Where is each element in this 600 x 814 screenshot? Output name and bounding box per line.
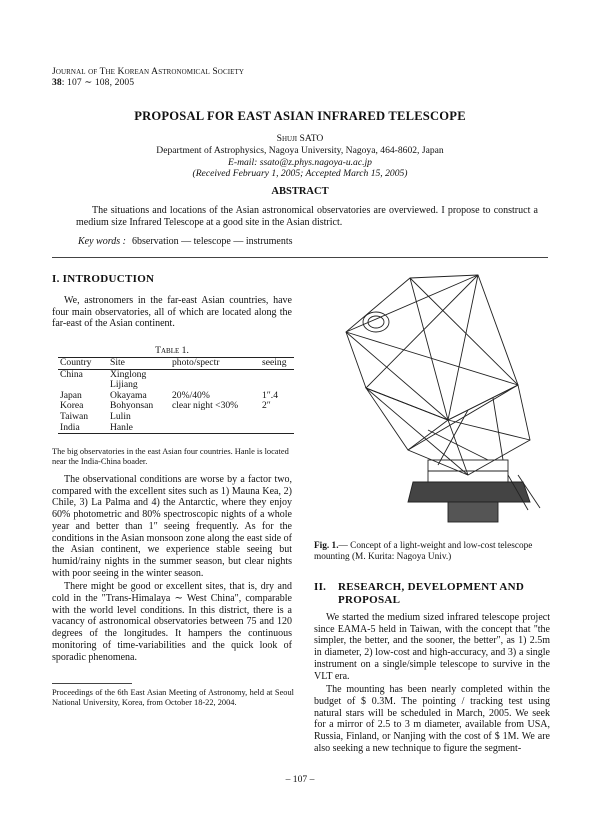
- table-cell: Taiwan: [60, 410, 89, 422]
- observatory-table: [58, 357, 294, 434]
- table-cell: [170, 369, 260, 380]
- author-name: Shuji SATO: [276, 133, 324, 144]
- table-row: [58, 423, 294, 434]
- paragraph: The mounting has been nearly completed within the budget of $ 0.3M. The pointing / tracking test using natural stars will be scheduled in March, 2005. We seek for a mirror of 2.5 to 3 m diameter, available from USA, Russia, Finland, or Nanjing with the cost of $ 1M. We are also seeking a new technique to figure the segment-: [314, 684, 550, 754]
- table-header-row: [58, 358, 294, 370]
- table-cell: [260, 369, 294, 380]
- table-cell: Japan: [60, 389, 82, 401]
- table-cell: [260, 412, 294, 423]
- table-caption: Table 1.: [155, 345, 189, 356]
- table-cell: China: [60, 368, 83, 380]
- table-cell: [170, 423, 260, 434]
- journal-name: Journal of The Korean Astronomical Society: [52, 66, 245, 77]
- figure-caption: [314, 541, 554, 563]
- table-header: Country: [60, 357, 92, 368]
- paragraph: The observational conditions are worse by a factor two, compared with the excellent sites such as 1) Mauna Kea, 2) Chile, 3) La Palma and 4) the Antarctic, where they enjoy 60% photometric and 80% spectroscopic nights of a whole year and better than 1″ seeing frequently. As for the conditions in the Asian monsoon zone along the east side of the Asian continent, we experience stable seeing but humid/rainy nights in the summer season, but clear nights with poor seeing in the winter season.: [52, 474, 292, 579]
- section-2-number: II.: [314, 581, 327, 593]
- paragraph: We started the medium sized infrared telescope project since EAMA-5 held in Taiwan, with the concept that "the simpler, the better, and the sooner, the better", as 1) 2.5m in diameter, 2) low-cost and high-accuracy, and 3) a single instrument on a single/simple telescope to survive in the VLT era.: [314, 612, 550, 682]
- volume-info: [52, 77, 244, 88]
- telescope-figure: [318, 270, 548, 532]
- section-1-heading: I. INTRODUCTION: [52, 273, 155, 285]
- section-1-paragraph-1: [52, 295, 292, 330]
- email: E-mail: ssato@z.phys.nagoya-u.ac.jp: [228, 156, 372, 168]
- figure-label: Fig. 1.: [314, 541, 339, 551]
- table-row: [58, 369, 294, 380]
- footnote-divider: [52, 683, 132, 684]
- journal-header: [52, 66, 244, 88]
- paragraph: There might be good or excellent sites, that is, dry and cold in the "Trans-Himalaya ∼ West China", comparable with the world level conditions. In this district, there is a vacancy of astronomical observatories between 75 and 120 degrees of the longitudes. It hampers the continuous monitoring of time-variabilities and the quick look of sporadic phenomena.: [52, 581, 292, 663]
- table-cell: Hanle: [110, 421, 133, 433]
- keywords: [78, 236, 293, 247]
- figure-caption-text: — Concept of a light-weight and low-cost telescope mounting (M. Kurita: Nagoya Univ.): [314, 541, 533, 562]
- table-row: [58, 401, 294, 412]
- page-number: – 107 –: [285, 774, 315, 785]
- divider: [52, 257, 548, 258]
- footnote: Proceedings of the 6th East Asian Meeting of Astronomy, held at Seoul National University, Korea, from October 18-22, 2004.: [52, 688, 294, 707]
- paper-title: PROPOSAL FOR EAST ASIAN INFRARED TELESCOPE: [134, 109, 466, 123]
- table-cell: 20%/40%: [172, 389, 210, 401]
- table-cell: 1″.4: [262, 389, 278, 401]
- affiliation: Department of Astrophysics, Nagoya University, Nagoya, 464-8602, Japan: [156, 144, 444, 156]
- table-cell: India: [60, 421, 80, 433]
- table-note: The big observatories in the east Asian four countries. Hanle is located near the India-China boader.: [52, 447, 289, 466]
- table-row: [58, 412, 294, 423]
- section-2-title: RESEARCH, DEVELOPMENT AND PROPOSAL: [338, 581, 525, 606]
- table-cell: Lijiang: [110, 379, 138, 391]
- table-cell: Lulin: [110, 410, 131, 422]
- received-dates: (Received February 1, 2005; Accepted March 15, 2005): [192, 168, 408, 180]
- author-block: [0, 133, 600, 180]
- telescope-illustration: [318, 270, 548, 532]
- table-cell: [170, 412, 260, 423]
- volume-number: 38: [52, 77, 62, 88]
- section-2-body: [314, 612, 550, 754]
- table-cell: 2″: [262, 400, 271, 412]
- table-cell: Okayama: [110, 389, 147, 401]
- table-header: Site: [110, 357, 125, 368]
- table-cell: Xinglong: [110, 368, 147, 380]
- keywords-label: Key words :: [78, 236, 126, 247]
- page-range: : 107 ∼ 108, 2005: [61, 77, 135, 88]
- abstract-text: The situations and locations of the Asian astronomical observatories are overviewed. I propose to construct a medium size Infrared Telescope at a good site in the Asian district.: [76, 205, 538, 228]
- table-header: photo/spectr: [172, 357, 220, 368]
- table-cell: Bohyonsan: [110, 400, 154, 412]
- paragraph: We, astronomers in the far-east Asian countries, have four main observatories, all of which are located along the far-east of the Asian continent.: [52, 295, 292, 330]
- table-cell: Korea: [60, 400, 84, 412]
- table-cell: clear night <30%: [172, 400, 239, 412]
- table-cell: [260, 423, 294, 434]
- section-2-heading: [314, 581, 550, 607]
- section-1-body: [52, 474, 292, 663]
- keywords-list: 6bservation — telescope — instruments: [131, 236, 293, 247]
- abstract-heading: ABSTRACT: [271, 186, 329, 197]
- table-header: seeing: [262, 357, 287, 368]
